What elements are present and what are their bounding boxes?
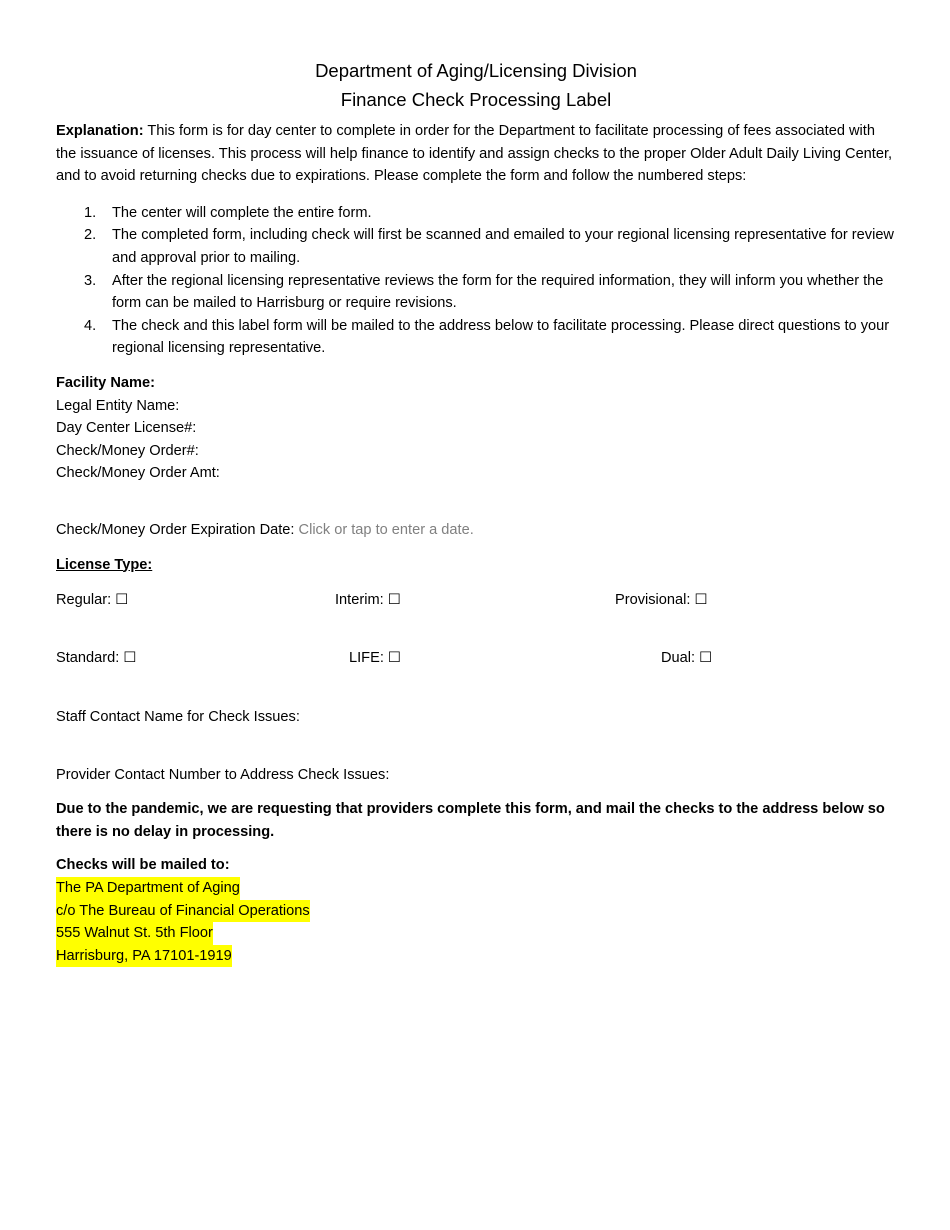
check-money-order-number-field[interactable]: Check/Money Order#: — [56, 442, 199, 459]
standard-checkbox[interactable]: Standard: ☐ — [56, 650, 137, 667]
address-line — [56, 877, 896, 900]
expiration-date-picker[interactable]: Click or tap to enter a date. — [298, 521, 474, 538]
provider-contact-field[interactable]: Provider Contact Number to Address Check Issues: — [56, 766, 390, 783]
step-number: 2. — [84, 227, 97, 244]
form-page — [56, 56, 896, 967]
interim-checkbox[interactable]: Interim: ☐ — [335, 592, 401, 609]
dual-checkbox[interactable]: Dual: ☐ — [661, 650, 713, 667]
life-checkbox[interactable]: LIFE: ☐ — [349, 650, 402, 667]
explanation-label: Explanation: — [56, 123, 144, 139]
expiration-date-row — [56, 519, 896, 542]
numbered-steps — [56, 202, 896, 360]
step-number: 1. — [84, 204, 97, 221]
document-title — [56, 56, 896, 114]
explanation-paragraph — [56, 120, 896, 188]
license-type-row-2 — [56, 647, 896, 669]
step-item — [56, 202, 896, 225]
address-line-2: c/o The Bureau of Financial Operations — [56, 900, 310, 923]
mailing-heading: Checks will be mailed to: — [56, 857, 230, 874]
facility-name-field[interactable]: Facility Name: — [56, 374, 155, 391]
title-line-department: Department of Aging/Licensing Division — [315, 60, 637, 81]
address-line-4: Harrisburg, PA 17101-1919 — [56, 945, 232, 968]
provisional-checkbox[interactable]: Provisional: ☐ — [615, 592, 708, 609]
check-money-order-amount-field[interactable]: Check/Money Order Amt: — [56, 465, 220, 482]
step-item — [56, 270, 896, 315]
step-text: The completed form, including check will first be scanned and emailed to your regional licensing representative for review and approval prior to mailing. — [112, 227, 894, 266]
address-line — [56, 945, 896, 968]
license-type-heading: License Type: — [56, 556, 153, 573]
address-line — [56, 900, 896, 923]
address-line — [56, 922, 896, 945]
license-type-row-1 — [56, 589, 896, 611]
step-text: The check and this label form will be mailed to the address below to facilitate processing. Please direct questions to your regional licensing representative. — [112, 317, 890, 357]
facility-fields — [56, 372, 896, 485]
address-line-3: 555 Walnut St. 5th Floor — [56, 922, 213, 945]
step-item — [56, 315, 896, 360]
pandemic-notice: Due to the pandemic, we are requesting that providers complete this form, and mail the checks to the address below so there is no delay in processing. — [56, 801, 885, 840]
step-item — [56, 224, 896, 269]
explanation-text: This form is for day center to complete in order for the Department to facilitate processing of fees associated with the issuance of licenses. This process will help finance to identify and assign checks to the proper Older Adult Daily Living Center, and to avoid returning checks due to expirations. Please complete the form and follow the numbered steps: — [56, 123, 893, 185]
staff-contact-field[interactable]: Staff Contact Name for Check Issues: — [56, 709, 300, 726]
address-line-1: The PA Department of Aging — [56, 877, 240, 900]
regular-checkbox[interactable]: Regular: ☐ — [56, 592, 129, 609]
step-number: 3. — [84, 272, 97, 289]
step-number: 4. — [84, 317, 97, 334]
day-center-license-field[interactable]: Day Center License#: — [56, 420, 197, 437]
step-text: After the regional licensing representative reviews the form for the required information, they will inform you whether the form can be mailed to Harrisburg or require revisions. — [112, 272, 884, 312]
mailing-address-block — [56, 854, 896, 967]
expiration-date-label: Check/Money Order Expiration Date: — [56, 521, 299, 538]
legal-entity-name-field[interactable]: Legal Entity Name: — [56, 397, 180, 414]
step-text: The center will complete the entire form. — [112, 204, 372, 221]
title-line-form-name: Finance Check Processing Label — [340, 89, 612, 110]
